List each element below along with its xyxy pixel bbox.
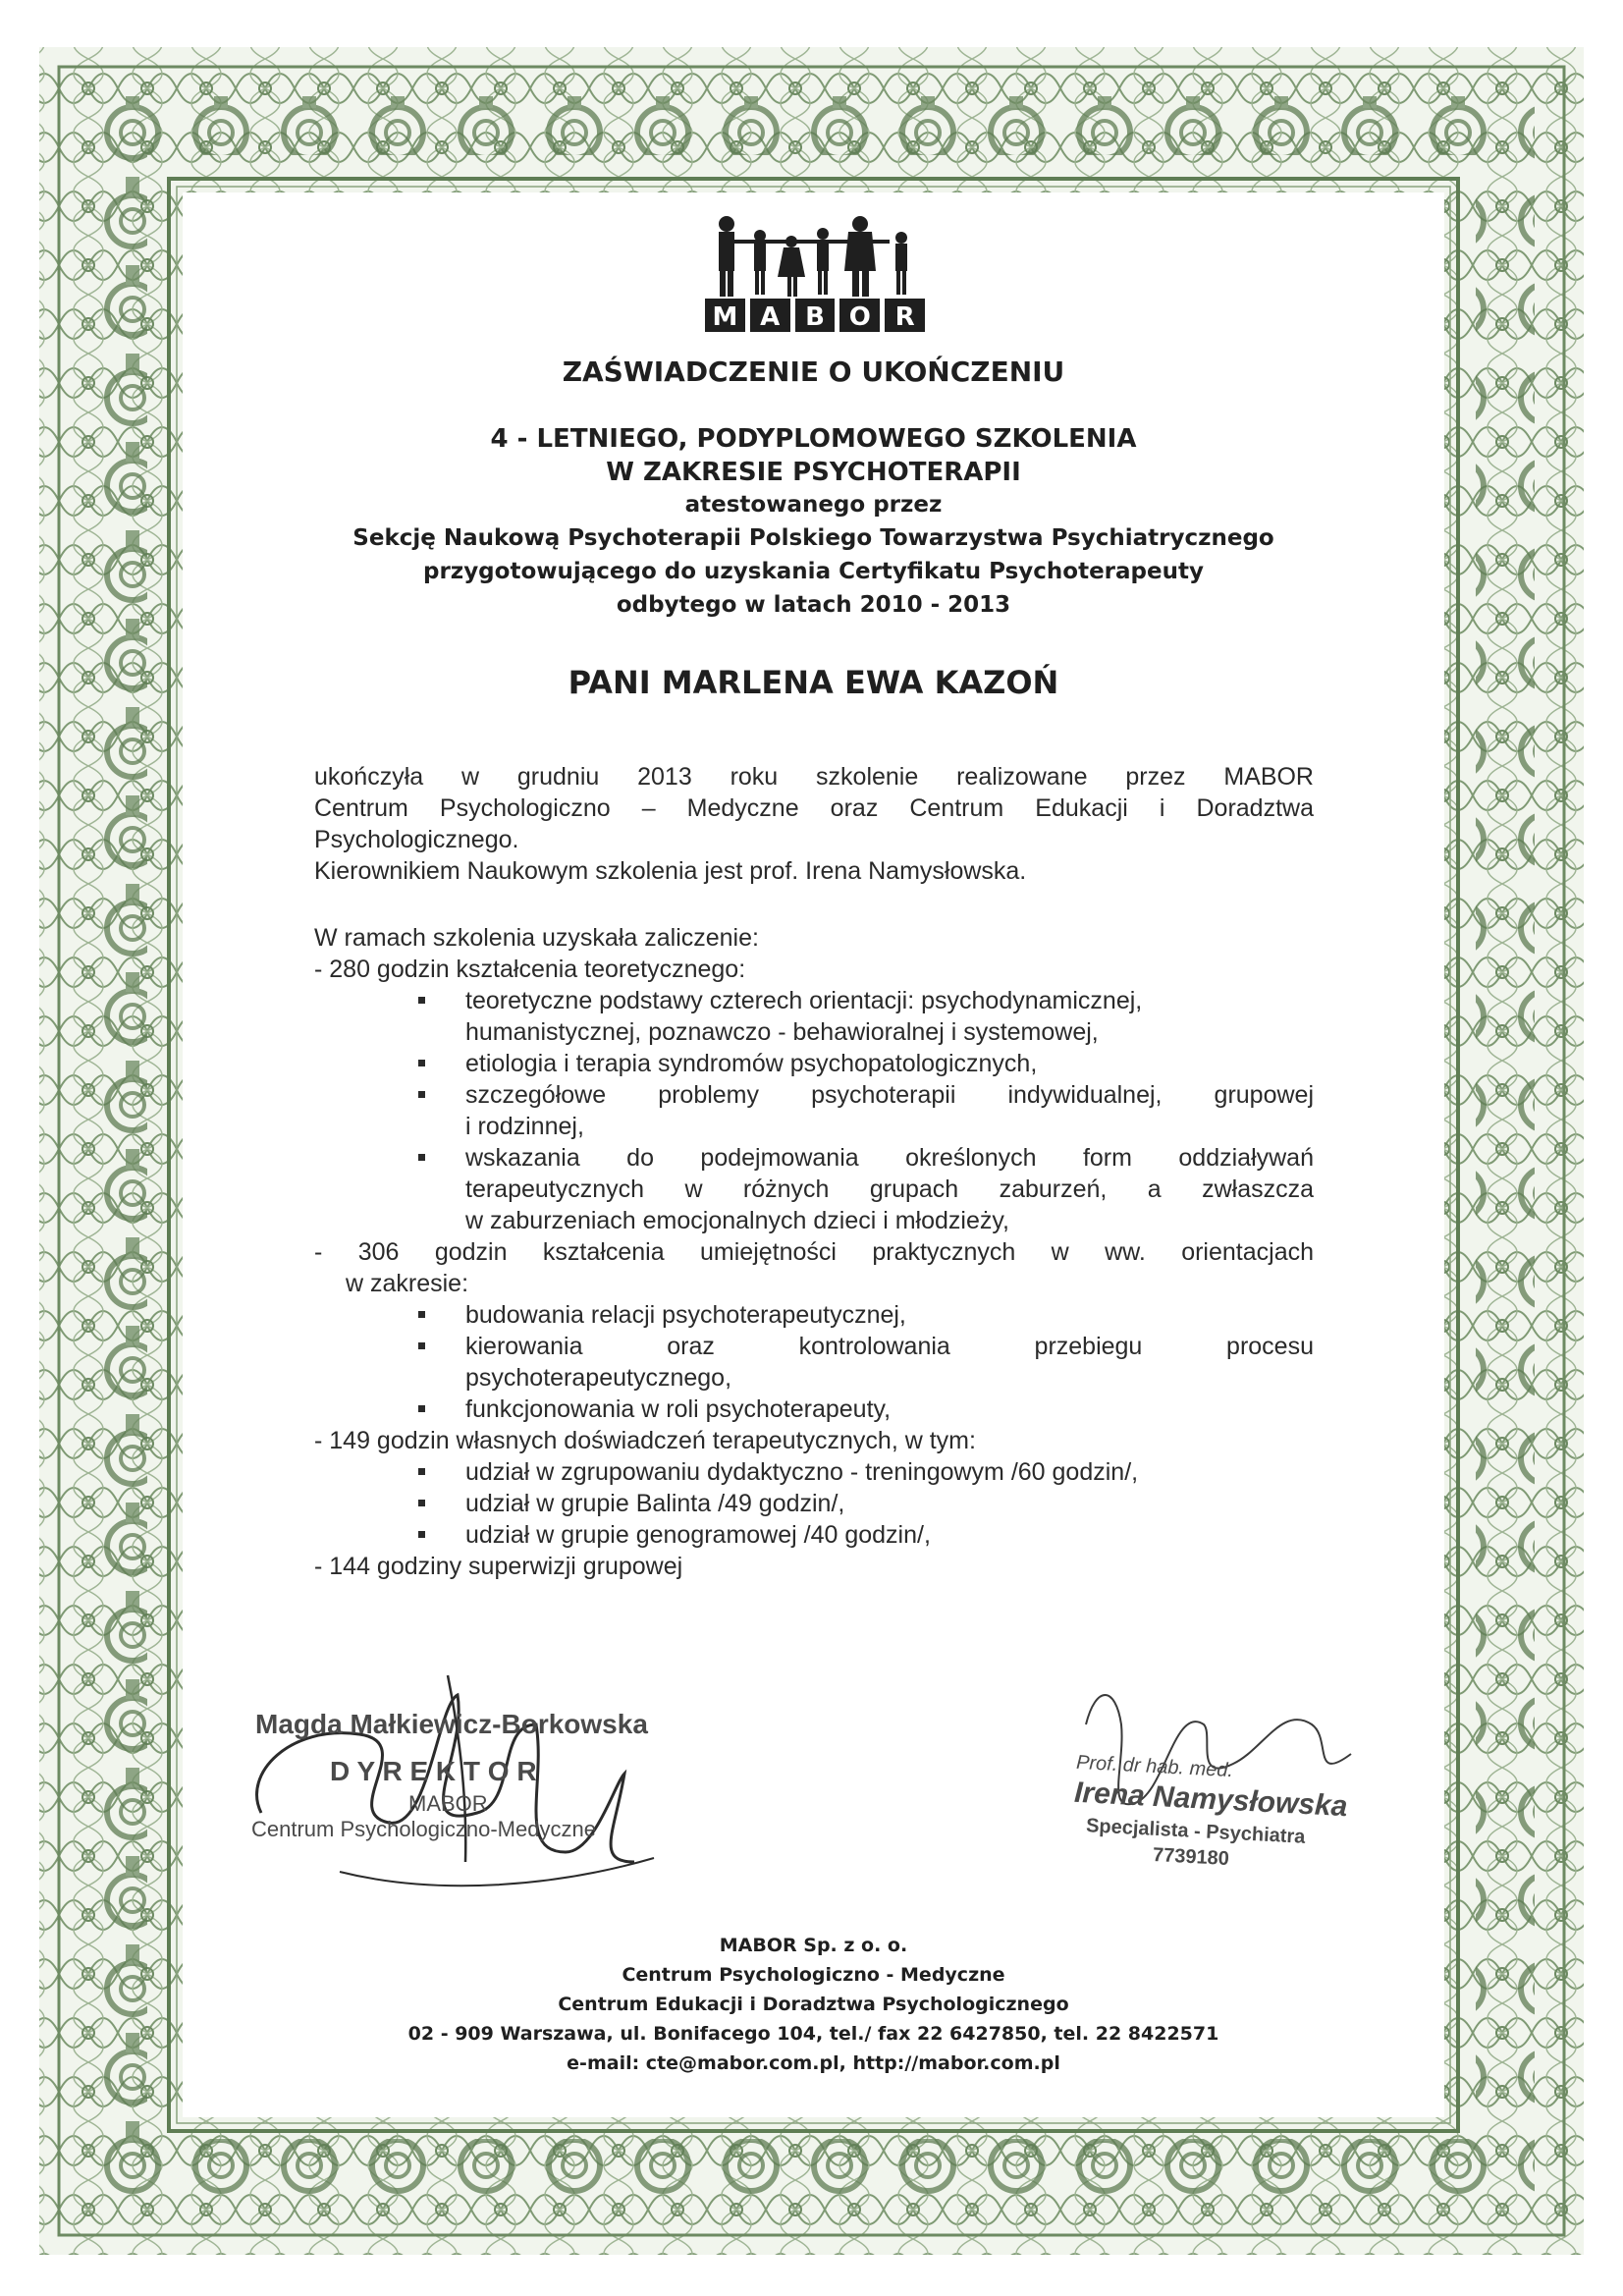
program-item: teoretyczne podstawy czterech orientacji: psychodynamicznej,	[465, 987, 1143, 1014]
recipient-name: PANI MARLENA EWA KAZOŃ	[568, 664, 1059, 701]
bullet-icon	[418, 1468, 425, 1475]
subtitle-line: odbytego w latach 2010 - 2013	[616, 592, 1011, 618]
footer-line: Centrum Edukacji i Doradztwa Psychologicznego	[558, 1994, 1069, 2015]
program-item: wskazania do podejmowania określonych form oddziaływań	[465, 1144, 1314, 1172]
bullet-icon	[418, 1405, 425, 1412]
intro-line: Kierownikiem Naukowym szkolenia jest prof. Irena Namysłowska.	[314, 857, 1027, 885]
intro-line: Centrum Psychologiczno – Medyczne oraz Centrum Edukacji i Doradztwa	[314, 794, 1314, 822]
footer-line: MABOR Sp. z o. o.	[719, 1935, 908, 1956]
stamp-org: MABOR	[408, 1791, 488, 1816]
supervisor-stamp	[1066, 1666, 1400, 1882]
program-item: udział w grupie Balinta /49 godzin/,	[465, 1490, 845, 1517]
program-item: humanistycznej, poznawczo - behawioralnej i systemowej,	[465, 1018, 1099, 1046]
subtitle-line: przygotowującego do uzyskania Certyfikatu Psychoterapeuty	[423, 559, 1204, 584]
subtitle-line: 4 - LETNIEGO, PODYPLOMOWEGO SZKOLENIA	[490, 424, 1137, 454]
certificate-title: ZAŚWIADCZENIE O UKOŃCZENIU	[562, 355, 1065, 388]
program-section: - 144 godziny superwizji grupowej	[314, 1553, 683, 1580]
program-heading: W ramach szkolenia uzyskała zaliczenie:	[314, 924, 759, 952]
intro-line: ukończyła w grudniu 2013 roku szkolenie realizowane przez MABOR	[314, 763, 1314, 791]
bullet-icon	[418, 1060, 425, 1066]
program-item: psychoterapeutycznego,	[465, 1364, 732, 1392]
program-item: w zaburzeniach emocjonalnych dzieci i młodzieży,	[465, 1207, 1009, 1234]
family-figures-icon	[705, 214, 925, 299]
bullet-icon	[418, 1531, 425, 1538]
bullet-icon	[418, 1091, 425, 1098]
logo-letter: R	[885, 299, 925, 332]
program-section: - 306 godzin kształcenia umiejętności praktycznych w ww. orientacjach	[314, 1238, 1314, 1266]
mabor-logo	[705, 214, 925, 334]
program-section: - 149 godzin własnych doświadczeń terapeutycznych, w tym:	[314, 1427, 976, 1454]
program-item: szczegółowe problemy psychoterapii indywidualnej, grupowej	[465, 1081, 1314, 1109]
bullet-icon	[418, 1311, 425, 1318]
subtitle-line: W ZAKRESIE PSYCHOTERAPII	[606, 458, 1021, 487]
director-stamp	[222, 1666, 732, 1891]
stamp-role: Specjalista - Psychiatra	[1085, 1815, 1306, 1848]
footer-line: e-mail: cte@mabor.com.pl, http://mabor.com.pl	[567, 2052, 1060, 2074]
logo-letter: O	[839, 299, 880, 332]
stamp-name: Magda Małkiewicz-Borkowska	[255, 1709, 648, 1739]
program-item: funkcjonowania w roli psychoterapeuty,	[465, 1395, 892, 1423]
bullet-icon	[418, 1342, 425, 1349]
bullet-icon	[418, 997, 425, 1004]
program-item: budowania relacji psychoterapeutycznej,	[465, 1301, 906, 1329]
stamp-name: Irena Namysłowska	[1073, 1776, 1349, 1824]
logo-letter: B	[795, 299, 836, 332]
footer-line: 02 - 909 Warszawa, ul. Bonifacego 104, tel./ fax 22 6427850, tel. 22 8422571	[407, 2023, 1219, 2045]
stamp-role: D Y R E K T O R	[330, 1756, 537, 1786]
logo-letter: M	[705, 299, 745, 332]
program-item: terapeutycznych w różnych grupach zaburzeń, a zwłaszcza	[465, 1175, 1314, 1203]
program-item: etiologia i terapia syndromów psychopatologicznych,	[465, 1050, 1038, 1077]
bullet-icon	[418, 1500, 425, 1506]
stamp-number: 7739180	[1152, 1843, 1230, 1871]
program-section: w zakresie:	[346, 1270, 469, 1297]
stamp-title: Prof. dr hab. med.	[1075, 1751, 1234, 1782]
program-item: kierowania oraz kontrolowania przebiegu procesu	[465, 1333, 1314, 1360]
bullet-icon	[418, 1154, 425, 1161]
stamp-org: Centrum Psychologiczno-Medyczne	[251, 1817, 596, 1841]
subtitle-line: Sekcję Naukową Psychoterapii Polskiego Towarzystwa Psychiatrycznego	[352, 525, 1274, 551]
program-item: udział w grupie genogramowej /40 godzin/,	[465, 1521, 931, 1549]
logo-letter: A	[750, 299, 790, 332]
program-item: i rodzinnej,	[465, 1113, 584, 1140]
program-section: - 280 godzin kształcenia teoretycznego:	[314, 956, 746, 983]
intro-line: Psychologicznego.	[314, 826, 519, 853]
subtitle-line: atestowanego przez	[684, 492, 943, 518]
program-item: udział w zgrupowaniu dydaktyczno - treningowym /60 godzin/,	[465, 1458, 1139, 1486]
certificate-content	[183, 192, 1444, 2117]
footer-line: Centrum Psychologiczno - Medyczne	[622, 1964, 1005, 1986]
logo-wordmark	[705, 299, 925, 332]
